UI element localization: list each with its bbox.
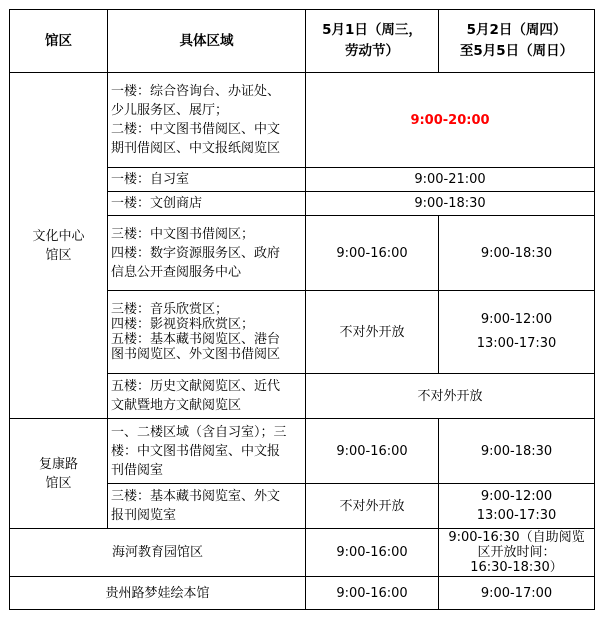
header-hall: 馆区 xyxy=(10,10,108,73)
hall-haihe: 海河教育园馆区 xyxy=(10,529,306,577)
may1-hours: 不对外开放 xyxy=(306,291,439,374)
table-row xyxy=(10,577,595,610)
hall-guizhou: 贵州路梦娃绘本馆 xyxy=(10,577,306,610)
header-row xyxy=(10,10,595,73)
area-cell: 三楼：中文图书借阅区； 四楼：数字资源服务区、政府 信息公开查阅服务中心 xyxy=(108,216,306,291)
header-area: 具体区域 xyxy=(108,10,306,73)
may2-5-hours: 9:00-18:30 xyxy=(439,216,595,291)
may2-5-hours: 9:00-18:30 xyxy=(439,419,595,484)
may1-hours: 9:00-16:00 xyxy=(306,419,439,484)
may1-hours: 9:00-16:00 xyxy=(306,529,439,577)
hall-culture-center: 文化中心 馆区 xyxy=(10,73,108,419)
area-cell: 五楼：历史文献阅览区、近代 文献暨地方文献阅览区 xyxy=(108,374,306,419)
hours-cell: 9:00-18:30 xyxy=(306,192,595,216)
area-cell: 一楼：自习室 xyxy=(108,168,306,192)
opening-hours-table xyxy=(9,9,595,610)
may2-5-hours: 9:00-16:30（自助阅览 区开放时间： 16:30-18:30） xyxy=(439,529,595,577)
area-cell: 一楼：文创商店 xyxy=(108,192,306,216)
hours-cell: 9:00-21:00 xyxy=(306,168,595,192)
may2-5-hours: 9:00-12:00 13:00-17:30 xyxy=(439,291,595,374)
may2-5-hours: 9:00-12:00 13:00-17:30 xyxy=(439,484,595,529)
may1-hours: 9:00-16:00 xyxy=(306,577,439,610)
hall-fukang-road: 复康路 馆区 xyxy=(10,419,108,529)
table-row xyxy=(10,73,595,168)
area-cell: 一、二楼区域（含自习室）；三 楼：中文图书借阅室、中文报 刊借阅室 xyxy=(108,419,306,484)
hours-highlight: 9:00-20:00 xyxy=(306,73,595,168)
may1-hours: 不对外开放 xyxy=(306,484,439,529)
header-may1: 5月1日（周三， 劳动节） xyxy=(306,10,439,73)
may2-5-hours: 9:00-17:00 xyxy=(439,577,595,610)
hours-cell: 不对外开放 xyxy=(306,374,595,419)
table-row xyxy=(10,529,595,577)
area-cell: 三楼：基本藏书阅览室、外文 报刊阅览室 xyxy=(108,484,306,529)
area-cell: 一楼：综合咨询台、办证处、 少儿服务区、展厅； 二楼：中文图书借阅区、中文 期刊借阅区、中文报纸阅览区 xyxy=(108,73,306,168)
header-may2-5: 5月2日（周四） 至5月5日（周日） xyxy=(439,10,595,73)
area-cell: 三楼：音乐欣赏区； 四楼：影视资料欣赏区； 五楼：基本藏书阅览区、港台 图书阅览区、外文图书借阅区 xyxy=(108,291,306,374)
table-row xyxy=(10,419,595,484)
may1-hours: 9:00-16:00 xyxy=(306,216,439,291)
